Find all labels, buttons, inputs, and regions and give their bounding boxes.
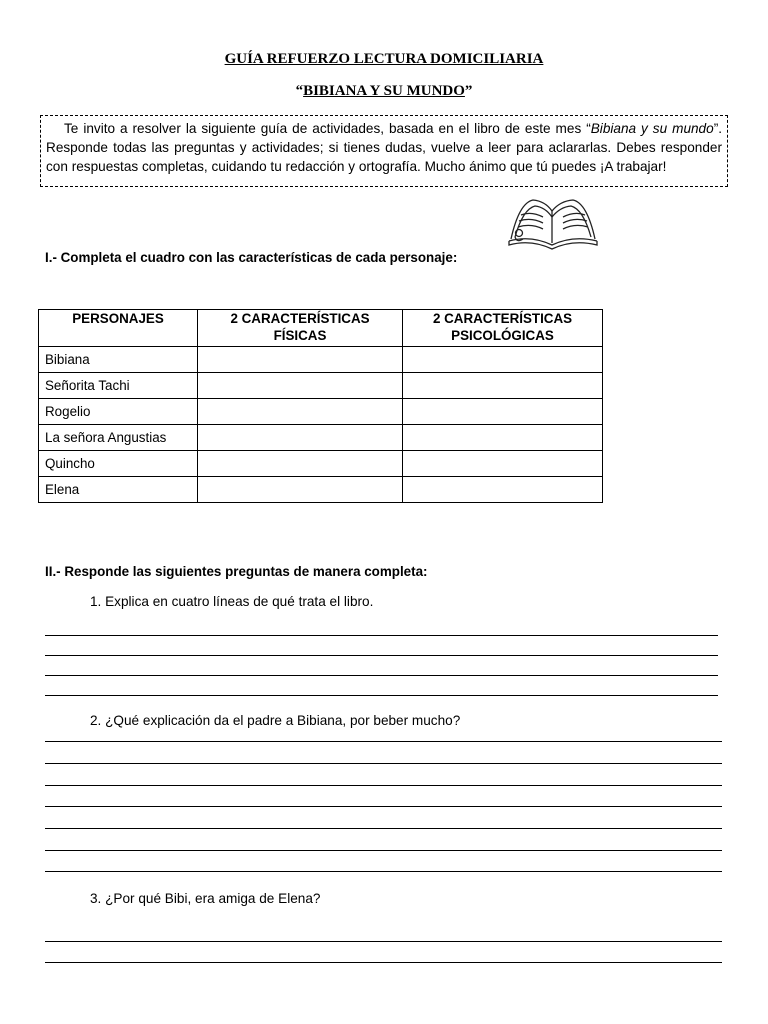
physical-cell[interactable] (198, 399, 403, 425)
question-3: 3. ¿Por qué Bibi, era amiga de Elena? (90, 891, 321, 906)
header-psicologicas: 2 CARACTERÍSTICAS PSICOLÓGICAS (403, 310, 603, 347)
character-name: Quincho (39, 451, 198, 477)
answer-line-q1[interactable] (45, 695, 718, 696)
physical-cell[interactable] (198, 347, 403, 373)
table-row (39, 373, 603, 399)
answer-line-q3[interactable] (45, 941, 722, 942)
answer-line-q2[interactable] (45, 828, 722, 829)
character-name: Rogelio (39, 399, 198, 425)
table-row (39, 451, 603, 477)
section-2-heading: II.- Responde las siguientes preguntas de manera completa: (45, 564, 428, 579)
physical-cell[interactable] (198, 477, 403, 503)
characters-table (38, 309, 603, 503)
character-name: La señora Angustias (39, 425, 198, 451)
book-subtitle (0, 83, 768, 100)
table-header-row (39, 310, 603, 347)
answer-line-q2[interactable] (45, 871, 722, 872)
psychological-cell[interactable] (403, 477, 603, 503)
table-row (39, 477, 603, 503)
intro-book-title: Bibiana y su mundo (590, 121, 714, 136)
physical-cell[interactable] (198, 425, 403, 451)
answer-line-q2[interactable] (45, 850, 722, 851)
page-title: GUÍA REFUERZO LECTURA DOMICILIARIA (224, 51, 544, 67)
answer-line-q1[interactable] (45, 675, 718, 676)
question-2: 2. ¿Qué explicación da el padre a Bibiana, por beber mucho? (90, 713, 461, 728)
table-row (39, 399, 603, 425)
answer-line-q3[interactable] (45, 962, 722, 963)
psychological-cell[interactable] (403, 399, 603, 425)
answer-line-q1[interactable] (45, 655, 718, 656)
header-fisicas: 2 CARACTERÍSTICAS FÍSICAS (198, 310, 403, 347)
answer-line-q2[interactable] (45, 785, 722, 786)
subtitle-close-quote: ” (464, 83, 473, 99)
intro-paragraph (46, 119, 722, 176)
physical-cell[interactable] (198, 373, 403, 399)
character-name: Bibiana (39, 347, 198, 373)
psychological-cell[interactable] (403, 425, 603, 451)
table-row (39, 425, 603, 451)
section-1-heading: I.- Completa el cuadro con las características de cada personaje: (45, 250, 458, 265)
subtitle-open-quote: “ (295, 83, 304, 99)
open-book-illustration-icon (505, 195, 600, 251)
psychological-cell[interactable] (403, 451, 603, 477)
header-personajes: PERSONAJES (39, 310, 198, 347)
intro-box (40, 115, 728, 187)
subtitle-text: BIBIANA Y SU MUNDO (303, 83, 465, 99)
intro-text-part1: Te invito a resolver la siguiente guía de actividades, basada en el libro de este mes “ (64, 121, 591, 136)
character-name: Señorita Tachi (39, 373, 198, 399)
psychological-cell[interactable] (403, 373, 603, 399)
physical-cell[interactable] (198, 451, 403, 477)
character-name: Elena (39, 477, 198, 503)
intro-text-part2: ”. Responde todas las preguntas y actividades; si tienes dudas, vuelve a leer para aclararlas. Debes responder con respuestas completas, cuidando tu redacción y ortografía. Mucho ánimo que tú puedes ¡A trabajar! (46, 121, 722, 174)
question-1: 1. Explica en cuatro líneas de qué trata el libro. (90, 594, 374, 609)
psychological-cell[interactable] (403, 347, 603, 373)
table-row (39, 347, 603, 373)
answer-line-q2[interactable] (45, 806, 722, 807)
answer-line-q2[interactable] (45, 741, 722, 742)
answer-line-q1[interactable] (45, 635, 718, 636)
answer-line-q2[interactable] (45, 763, 722, 764)
